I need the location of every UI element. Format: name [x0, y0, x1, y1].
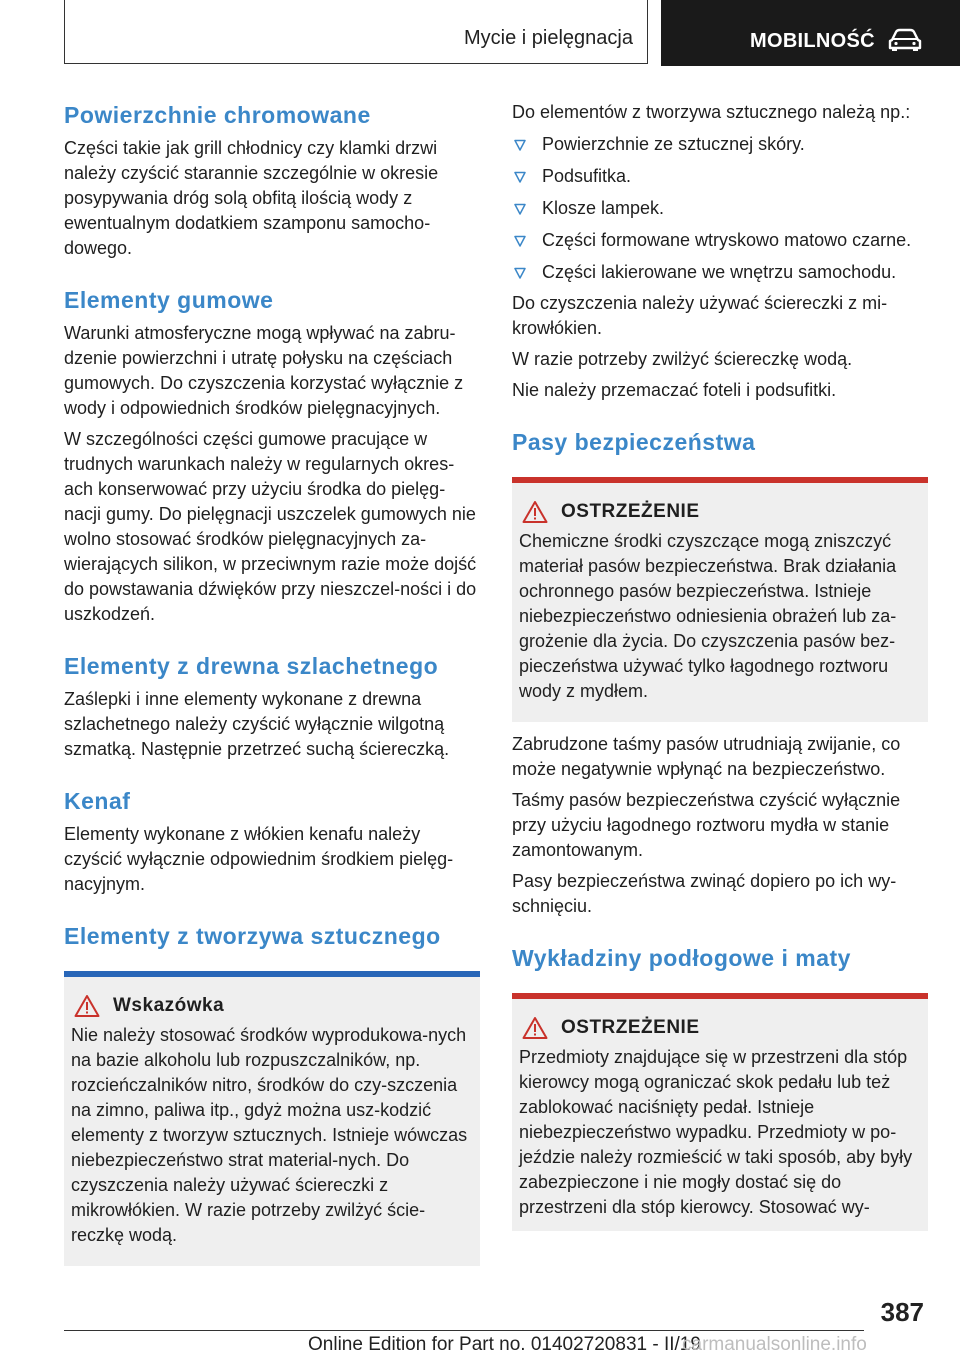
mats-warning-text: Przedmioty znajdujące się w przestrzeni dla stóp kierowcy mogą ograniczać skok pedału lub też zablokować naciśnięty pedał. Istnieje niebezpieczeństwo wypadku. Przedmioty w po‐jeździe należy rozmieścić w taki sposób, aby były zabezpieczone i nie mogły dostać się do przestrzeni dla stóp kierowcy. Stosować wy‐ [519, 1047, 913, 1217]
chapter-title: MOBILNOŚĆ [750, 30, 875, 52]
list-item: Klosze lampek. [512, 196, 928, 221]
edition-text: Online Edition for Part no. 01402720831 - II/19 [308, 1334, 701, 1355]
heading-plastic: Elementy z tworzywa sztucznego [64, 923, 441, 949]
right-column [512, 100, 928, 1231]
belts-warning-header [519, 499, 920, 525]
section-title: Mycie i pielęgnacja [464, 27, 633, 49]
mats-warning-header [519, 1015, 920, 1041]
warning-triangle-icon [522, 1016, 548, 1040]
list-item: Części formowane wtryskowo matowo czarne. [512, 228, 928, 253]
warning-triangle-icon [522, 500, 548, 524]
belts-warning-box [512, 477, 928, 722]
footer-divider [64, 1330, 864, 1331]
note-text: Nie należy stosować środków wyprodukowa‐nych na bazie alkoholu lub rozpuszczalników, np. rozcieńczalników nitro, środków do czy‐szczenia na zimno, paliwa itp., gdyż można usz‐kodzić elementy z tworzyw sztucznych. Istnieje wówczas niebezpieczeństwo strat material‐nych. Do czyszczenia należy używać ściereczki z mikrowłókien. W razie potrzeby zwilżyć ście‐reczkę wodą. [71, 1025, 468, 1245]
note-title: Wskazówka [113, 995, 225, 1016]
belts-text-2: Taśmy pasów bezpieczeństwa czyścić wyłącznie przy użyciu łagodnego roztworu mydła w stanie zamontowanym. [512, 790, 901, 860]
mats-warning-title: OSTRZEŻENIE [561, 1017, 700, 1038]
belts-warning-text: Chemiczne środki czyszczące mogą zniszczyć materiał pasów bezpieczeństwa. Brak działania ochronnego pasów bezpieczeństwa. Istnieje niebezpieczeństwo odniesienia obrażeń lub za‐grożenie dla życia. Do czyszczenia pasów bez‐pieczeństwa używać tylko łagodnego roztworu wody z mydłem. [519, 531, 897, 701]
note-box [64, 971, 480, 1266]
plastic-list [512, 132, 928, 285]
rubber-text-2: W szczególności części gumowe pracujące w trudnych warunkach należy w regularnych okres‐ach konserwować przy użyciu środka do pielęg‐nacji gumy. Do pielęgnacji uszczelek gumowych nie wolno stosować środków pielęgnacyjnych za‐wierających silikon, w przeciwnym razie może dojść do powstawania dźwięków przy nieszczel‐ności i do uszkodzeń. [64, 429, 477, 624]
rubber-text-1: Warunki atmosferyczne mogą wpływać na zabru‐dzenie powierzchni i utratę połysku na częściach gumowych. Do czyszczenia korzystać wyłącznie z wody i odpowiednich środków pielęgnacyjnych. [64, 323, 464, 418]
car-icon [887, 28, 923, 52]
belts-text-1: Zabrudzone taśmy pasów utrudniają zwijanie, co może negatywnie wpłynąć na bezpieczeństwo. [512, 734, 901, 779]
bullet-triangle-icon [514, 171, 526, 183]
note-header [71, 993, 472, 1019]
left-column [64, 100, 480, 1266]
watermark: carmanualsonline.info [682, 1334, 867, 1355]
heading-wood: Elementy z drewna szlachetnego [64, 653, 439, 679]
heading-rubber: Elementy gumowe [64, 287, 274, 313]
list-item: Części lakierowane we wnętrzu samochodu. [512, 260, 928, 285]
page-header [0, 0, 960, 66]
heading-mats: Wykładziny podłogowe i maty [512, 945, 851, 971]
bullet-triangle-icon [514, 139, 526, 151]
chapter-tab [661, 0, 960, 66]
belts-warning-title: OSTRZEŻENIE [561, 501, 700, 522]
bullet-triangle-icon [514, 235, 526, 247]
bullet-triangle-icon [514, 267, 526, 279]
chrome-text: Części takie jak grill chłodnicy czy klamki drzwi należy czyścić starannie szczególnie w okresie posypywania dróg solą obfitą ilością wody z ewentualnym dodatkiem szamponu samocho‐dowego. [64, 138, 439, 258]
no-soak-text: Nie należy przemaczać foteli i podsufitki. [512, 380, 837, 400]
list-item: Podsufitka. [512, 164, 928, 189]
heading-kenaf: Kenaf [64, 788, 131, 814]
wood-text: Zaślepki i inne elementy wykonane z drewna szlachetnego należy czyścić wyłącznie wilgotną szmatką. Następnie przetrzeć suchą ściereczką. [64, 689, 450, 759]
bullet-triangle-icon [514, 203, 526, 215]
heading-belts: Pasy bezpieczeństwa [512, 429, 756, 455]
section-tab [64, 0, 648, 64]
microfiber-text: Do czyszczenia należy używać ściereczki z mi‐krowłókien. [512, 293, 888, 338]
mats-warning-box [512, 993, 928, 1231]
moisten-text: W razie potrzeby zwilżyć ściereczkę wodą. [512, 349, 853, 369]
warning-triangle-icon [74, 994, 100, 1018]
kenaf-text: Elementy wykonane z włókien kenafu należy czyścić wyłącznie odpowiednim środkiem pielęg‐nacyjnym. [64, 824, 454, 894]
plastic-intro: Do elementów z tworzywa sztucznego należą np.: [512, 102, 911, 122]
belts-text-3: Pasy bezpieczeństwa zwinąć dopiero po ich wy‐schnięciu. [512, 871, 897, 916]
heading-chrome: Powierzchnie chromowane [64, 102, 371, 128]
page-number: 387 [880, 1297, 924, 1327]
list-item: Powierzchnie ze sztucznej skóry. [512, 132, 928, 157]
